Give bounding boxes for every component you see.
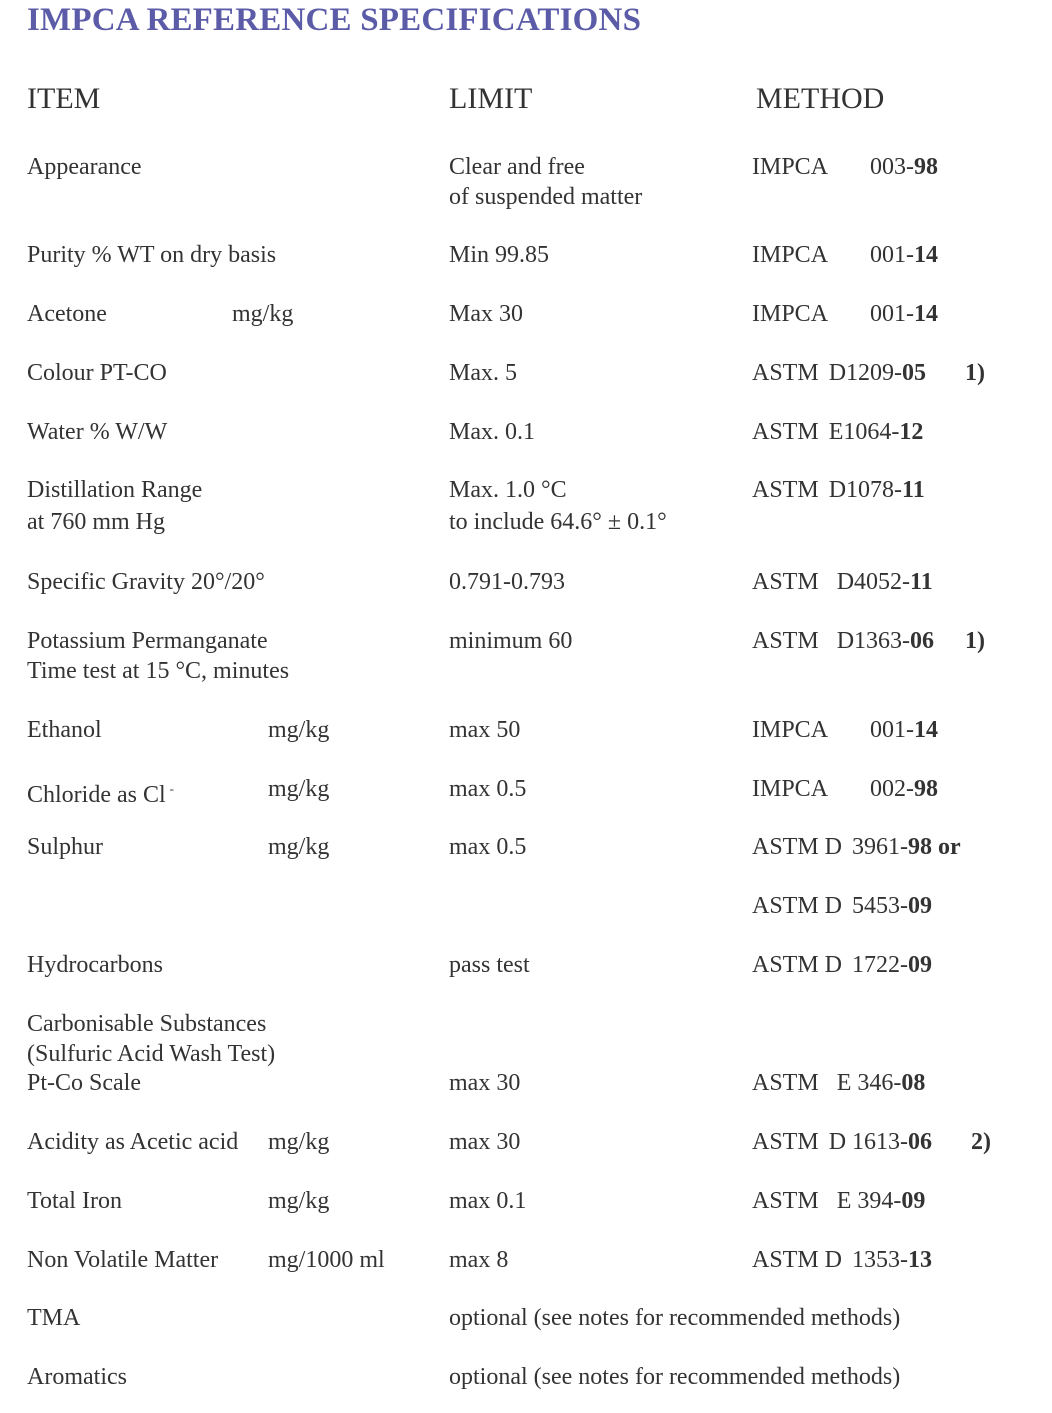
method-note: 1) (965, 360, 985, 386)
method-value (752, 832, 961, 862)
limit-value: max 0.1 (449, 1188, 527, 1214)
method-code: 001-14 (870, 301, 938, 327)
item-label: Total Iron (27, 1188, 122, 1214)
item-label: at 760 mm Hg (27, 509, 165, 535)
item-label: Non Volatile Matter (27, 1247, 219, 1273)
method-org: ASTM D (752, 834, 843, 860)
method-value (752, 417, 923, 447)
method-org: ASTM (752, 419, 819, 445)
unit-label: mg/kg (268, 834, 330, 860)
method-note: 1) (965, 628, 985, 654)
method-year: 06 (908, 1129, 933, 1155)
method-value (752, 774, 938, 804)
method-org: ASTM (752, 628, 819, 654)
method-value (752, 152, 938, 182)
method-value (752, 240, 938, 270)
method-year: 09 (908, 893, 933, 919)
column-header-method: METHOD (756, 82, 885, 115)
unit-label: mg/kg (268, 717, 330, 743)
method-value (752, 567, 933, 597)
item-label: TMA (27, 1305, 81, 1331)
limit-value: Max. 5 (449, 360, 517, 386)
limit-value: Max 30 (449, 301, 523, 327)
item-label: Acidity as Acetic acid (27, 1129, 239, 1155)
limit-value: Min 99.85 (449, 242, 550, 268)
limit-value: of suspended matter (449, 184, 643, 210)
unit-label: mg/kg (268, 776, 330, 802)
method-code: E 346- (836, 1070, 902, 1096)
method-note: 2) (971, 1129, 991, 1155)
method-value (752, 1186, 925, 1216)
method-year: 98 or (908, 834, 961, 860)
limit-value: max 50 (449, 717, 521, 743)
method-code: 3961- (852, 834, 909, 860)
method-org: IMPCA (752, 717, 829, 743)
method-value (752, 475, 925, 505)
unit-label: mg/1000 ml (268, 1247, 385, 1273)
limit-value: max 30 (449, 1129, 521, 1155)
limit-value: Max. 0.1 (449, 419, 535, 445)
method-value (752, 1127, 932, 1157)
item-label: Sulphur (27, 834, 104, 860)
method-org: ASTM (752, 477, 819, 503)
method-org: IMPCA (752, 776, 829, 802)
method-value (752, 1068, 925, 1098)
method-org: IMPCA (752, 154, 829, 180)
method-year: 14 (914, 301, 938, 327)
method-year: 08 (901, 1070, 926, 1096)
limit-value: optional (see notes for recommended methods) (449, 1305, 901, 1331)
method-code: 002-98 (870, 776, 938, 802)
limit-value: max 0.5 (449, 834, 527, 860)
item-label: Specific Gravity 20°/20° (27, 569, 265, 595)
unit-label: mg/kg (232, 301, 294, 327)
item-label: Carbonisable Substances (27, 1011, 267, 1037)
item-label: Colour PT-CO (27, 360, 167, 386)
limit-value: minimum 60 (449, 628, 573, 654)
method-value (752, 626, 934, 656)
method-code: E1064- (828, 419, 900, 445)
limit-value: pass test (449, 952, 530, 978)
method-value (752, 1245, 932, 1275)
method-code: 1722- (852, 952, 909, 978)
method-code: 003-98 (870, 154, 938, 180)
method-year: 14 (914, 242, 938, 268)
limit-value: max 8 (449, 1247, 509, 1273)
method-value (752, 715, 938, 745)
method-org: ASTM D (752, 1247, 843, 1273)
item-label: Aromatics (27, 1364, 127, 1390)
item-label: Ethanol (27, 717, 102, 743)
unit-label: mg/kg (268, 1129, 330, 1155)
item-label: Chloride as Cl - (27, 781, 174, 808)
item-label: Distillation Range (27, 477, 203, 503)
column-header-item: ITEM (27, 82, 101, 115)
method-year: 12 (899, 419, 924, 445)
limit-value: max 30 (449, 1070, 521, 1096)
method-code: E 394- (836, 1188, 902, 1214)
item-label: Appearance (27, 154, 142, 180)
limit-value: 0.791-0.793 (449, 569, 565, 595)
method-org: ASTM (752, 1188, 819, 1214)
method-year: 11 (902, 477, 925, 503)
method-code: 1353- (852, 1247, 909, 1273)
item-label: Acetone (27, 301, 107, 327)
item-label: Pt-Co Scale (27, 1070, 141, 1096)
method-org: ASTM (752, 1070, 819, 1096)
limit-value: optional (see notes for recommended methods) (449, 1364, 901, 1390)
method-value (752, 891, 932, 921)
method-year: 09 (908, 952, 933, 978)
limit-value: to include 64.6° ± 0.1° (449, 509, 667, 535)
limit-value: Clear and free (449, 154, 585, 180)
item-label: (Sulfuric Acid Wash Test) (27, 1040, 276, 1067)
method-org: IMPCA (752, 242, 829, 268)
method-year: 98 (914, 154, 938, 180)
item-label: Hydrocarbons (27, 952, 163, 978)
method-year: 06 (910, 628, 935, 654)
method-code: 5453- (852, 893, 909, 919)
limit-value: Max. 1.0 °C (449, 477, 567, 503)
column-header-limit: LIMIT (449, 82, 533, 115)
method-code: D4052- (836, 569, 911, 595)
superscript: - (169, 781, 174, 796)
page-title: IMPCA REFERENCE SPECIFICATIONS (27, 2, 642, 38)
method-org: ASTM (752, 1129, 819, 1155)
method-value (752, 950, 932, 980)
item-label: Potassium Permanganate (27, 628, 268, 654)
method-code: 001-14 (870, 717, 938, 743)
limit-value: max 0.5 (449, 776, 527, 802)
method-org: ASTM (752, 569, 819, 595)
method-code: D1363- (836, 628, 911, 654)
method-value (752, 299, 938, 329)
unit-label: mg/kg (268, 1188, 330, 1214)
method-year: 14 (914, 717, 938, 743)
item-label: Purity % WT on dry basis (27, 242, 277, 268)
method-year: 09 (901, 1188, 926, 1214)
item-label: Water % W/W (27, 419, 168, 445)
method-org: IMPCA (752, 301, 829, 327)
method-org: ASTM D (752, 893, 843, 919)
method-year: 05 (902, 360, 927, 386)
method-value (752, 358, 926, 388)
method-code: D1209- (828, 360, 903, 386)
item-label: Time test at 15 °C, minutes (27, 658, 290, 684)
method-year: 98 (914, 776, 938, 802)
method-year: 11 (910, 569, 933, 595)
method-org: ASTM D (752, 952, 843, 978)
method-code: D1078- (828, 477, 903, 503)
method-org: ASTM (752, 360, 819, 386)
method-code: 001-14 (870, 242, 938, 268)
method-year: 13 (908, 1247, 933, 1273)
method-code: D 1613- (828, 1129, 909, 1155)
